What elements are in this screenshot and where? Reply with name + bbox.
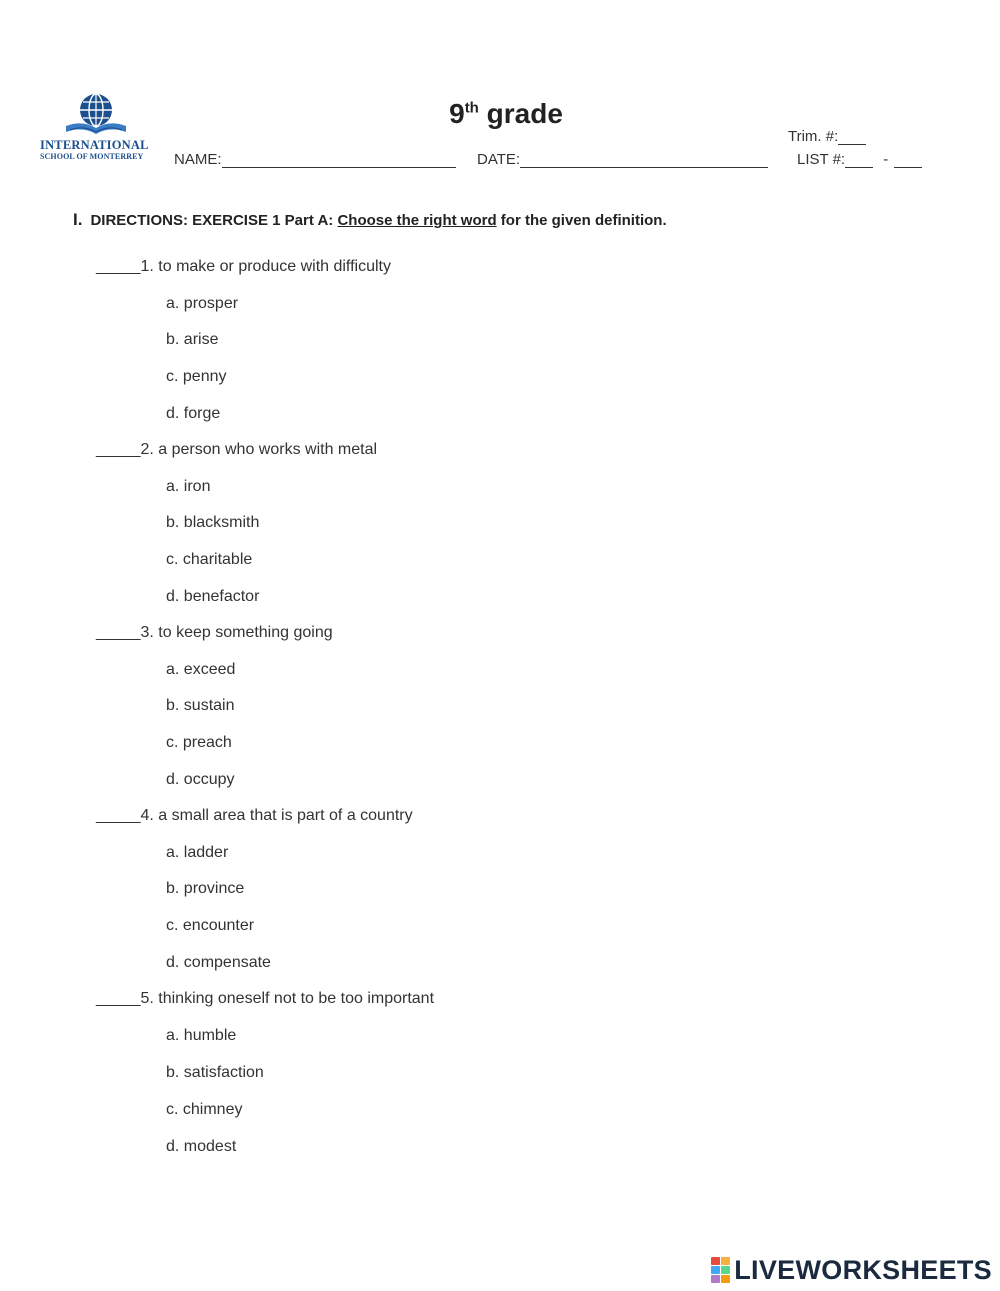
- option-4c[interactable]: c. encounter: [166, 917, 255, 934]
- option-4d[interactable]: d. compensate: [166, 954, 271, 971]
- name-blank[interactable]: [222, 149, 456, 168]
- question-3: _____3. to keep something going: [96, 624, 333, 641]
- option-5c[interactable]: c. chimney: [166, 1101, 243, 1118]
- question-2: _____2. a person who works with metal: [96, 441, 378, 458]
- question-4: _____4. a small area that is part of a country: [96, 807, 413, 824]
- directions-suffix: for the given definition.: [496, 212, 667, 229]
- option-1a[interactable]: a. prosper: [166, 295, 239, 312]
- option-3d[interactable]: d. occupy: [166, 771, 235, 788]
- trim-blank[interactable]: [838, 126, 866, 145]
- brand-name: LIVEWORKSHEETS: [734, 1254, 992, 1285]
- option-5d[interactable]: d. modest: [166, 1138, 237, 1155]
- option-1c[interactable]: c. penny: [166, 368, 227, 385]
- school-name-line1: INTERNATIONAL: [40, 138, 149, 152]
- directions: [73, 210, 667, 230]
- school-name-line2: SCHOOL OF MONTERREY: [40, 152, 144, 161]
- date-label: DATE:: [477, 151, 521, 168]
- option-3b[interactable]: b. sustain: [166, 697, 235, 714]
- liveworksheets-brand: [711, 1253, 992, 1287]
- date-blank[interactable]: [520, 149, 768, 168]
- date-field: [477, 149, 768, 168]
- option-5a[interactable]: a. humble: [166, 1027, 237, 1044]
- option-2a[interactable]: a. iron: [166, 478, 211, 495]
- page-title: 9th grade: [449, 98, 563, 129]
- name-label: NAME:: [174, 151, 222, 168]
- option-5b[interactable]: b. satisfaction: [166, 1064, 264, 1081]
- list-separator: -: [883, 151, 889, 168]
- section-number: I.: [73, 210, 83, 229]
- list-blank-2[interactable]: [894, 149, 922, 168]
- option-2c[interactable]: c. charitable: [166, 551, 253, 568]
- option-2b[interactable]: b. blacksmith: [166, 514, 260, 531]
- list-label: LIST #:: [797, 151, 846, 168]
- name-field: [174, 149, 456, 168]
- directions-prefix: DIRECTIONS: EXERCISE 1 Part A:: [90, 212, 338, 229]
- brand-blocks-icon: [711, 1257, 730, 1283]
- option-3a[interactable]: a. exceed: [166, 661, 236, 678]
- option-1d[interactable]: d. forge: [166, 405, 221, 422]
- question-1: _____1. to make or produce with difficulty: [96, 258, 391, 275]
- trim-label: Trim. #:: [788, 128, 839, 145]
- trim-field: [788, 126, 866, 145]
- option-3c[interactable]: c. preach: [166, 734, 232, 751]
- option-2d[interactable]: d. benefactor: [166, 588, 260, 605]
- option-4b[interactable]: b. province: [166, 880, 245, 897]
- option-4a[interactable]: a. ladder: [166, 844, 229, 861]
- list-blank-1[interactable]: [845, 149, 873, 168]
- directions-emphasis: Choose the right word: [337, 212, 497, 229]
- question-5: _____5. thinking oneself not to be too important: [96, 990, 435, 1007]
- option-1b[interactable]: b. arise: [166, 331, 219, 348]
- list-field: [797, 149, 922, 168]
